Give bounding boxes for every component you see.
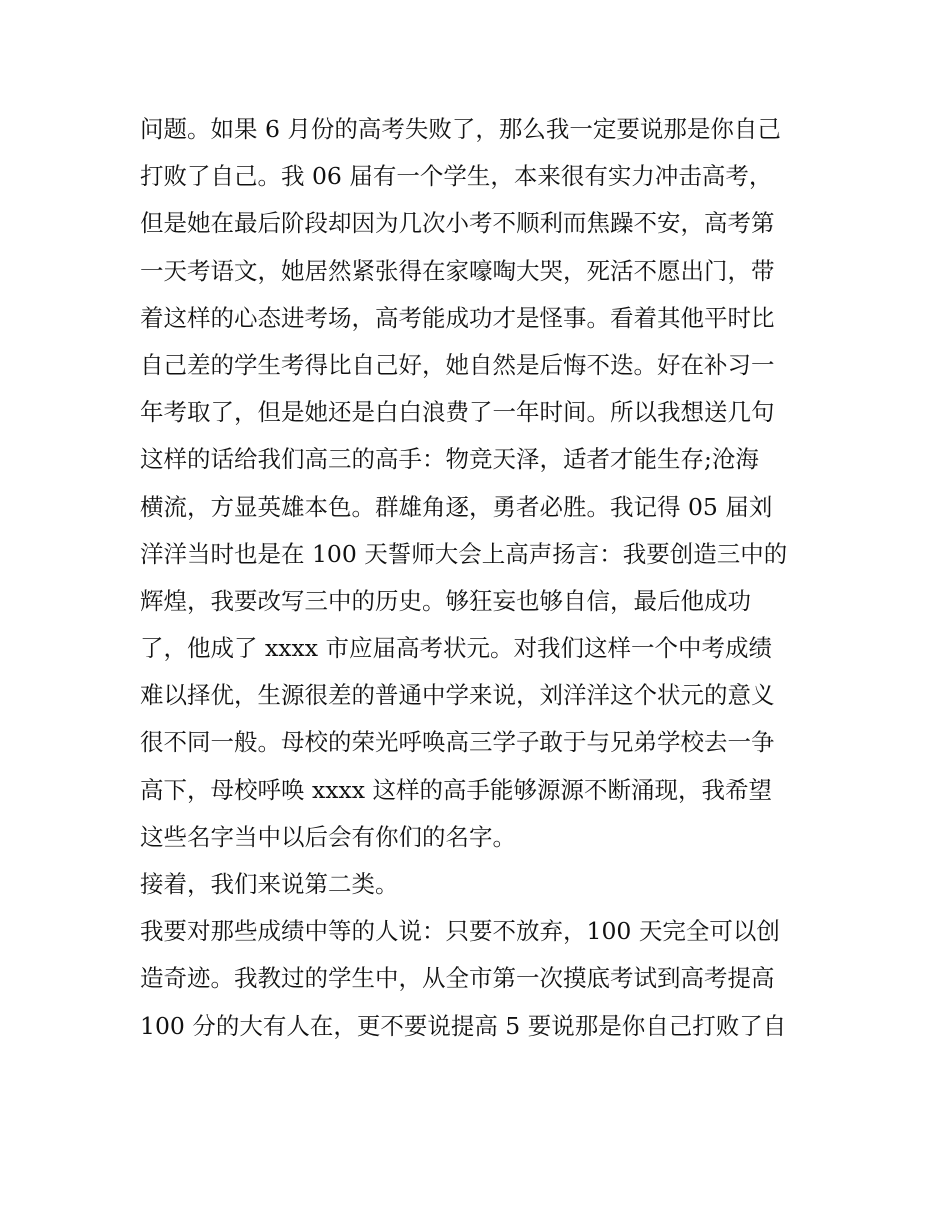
text-line: 横流，方显英雄本色。群雄角逐，勇者必胜。我记得 05 届刘 — [140, 492, 773, 521]
text-line: 这些名字当中以后会有你们的名字。 — [140, 822, 516, 851]
text-line: 年考取了，但是她还是白白浪费了一年时间。所以我想送几句 — [140, 398, 775, 427]
text-line: 很不同一般。母校的荣光呼唤高三学子敢于与兄弟学校去一争 — [140, 728, 775, 757]
text-line: 了，他成了 xxxx 市应届高考状元。对我们这样一个中考成绩 — [140, 634, 772, 663]
text-line: 辉煌，我要改写三中的历史。够狂妄也够自信，最后他成功 — [140, 586, 751, 615]
body-text — [140, 106, 820, 1050]
text-line: 接着，我们来说第二类。 — [140, 870, 399, 898]
text-line: 洋洋当时也是在 100 天誓师大会上高声扬言：我要创造三中的 — [140, 539, 788, 568]
text-line: 自己差的学生考得比自己好，她自然是后悔不迭。好在补习一 — [140, 350, 775, 379]
text-line: 问题。如果 6 月份的高考失败了，那么我一定要说那是你自己 — [140, 115, 781, 143]
text-line: 一天考语文，她居然紧张得在家嚎啕大哭，死活不愿出门，带 — [140, 256, 775, 285]
text-line: 高下，母校呼唤 xxxx 这样的高手能够源源不断涌现，我希望 — [140, 775, 772, 804]
text-line: 难以择优，生源很差的普通中学来说，刘洋洋这个状元的意义 — [140, 681, 775, 710]
text-line: 但是她在最后阶段却因为几次小考不顺利而焦躁不安，高考第 — [140, 209, 775, 238]
text-line: 打败了自己。我 06 届有一个学生，本来很有实力冲击高考， — [140, 162, 773, 191]
text-line: 着这样的心态进考场，高考能成功才是怪事。看着其他平时比 — [140, 303, 775, 332]
text-line: 我要对那些成绩中等的人说：只要不放弃，100 天完全可以创 — [140, 917, 780, 946]
text-line: 这样的话给我们高三的高手：物竞天泽，适者才能生存;沧海 — [140, 445, 759, 474]
text-line: 100 分的大有人在，更不要说提高 5 要说那是你自己打败了自 — [140, 1011, 787, 1040]
text-line: 造奇迹。我教过的学生中，从全市第一次摸底考试到高考提高 — [140, 964, 775, 993]
